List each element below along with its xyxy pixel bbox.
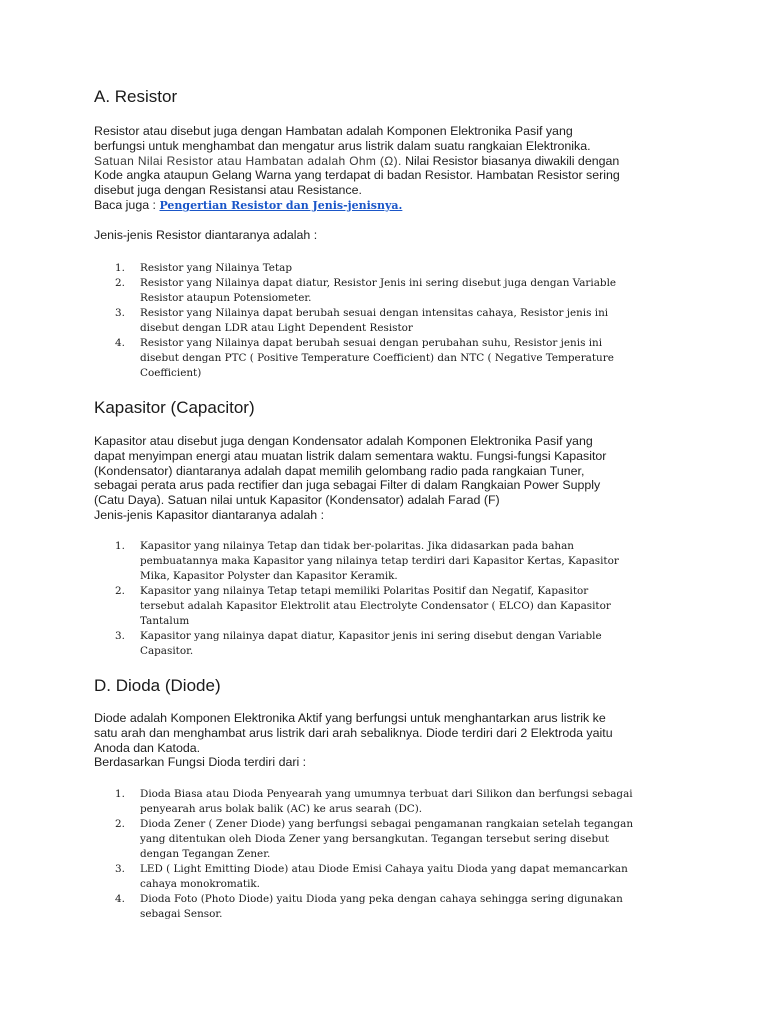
baca-juga-label: Baca juga : <box>94 197 160 212</box>
text-line: berfungsi untuk menghambat dan mengatur arus listrik dalam suatu rangkaian Elektronika. <box>94 138 591 153</box>
list-number: 1. <box>115 262 125 274</box>
list-item <box>110 276 680 306</box>
list-line: Coefficient) <box>140 367 202 379</box>
list-number: 3. <box>115 307 125 319</box>
list-line: yang ditentukan oleh Dioda Zener yang bersangkutan. Tegangan tersebut sering disebut <box>140 833 609 845</box>
text-line: Resistor atau disebut juga dengan Hambatan adalah Komponen Elektronika Pasif yang <box>94 124 573 138</box>
list-item <box>110 336 680 381</box>
list-line: dengan Tegangan Zener. <box>140 848 271 860</box>
list-number: 1. <box>115 540 125 552</box>
list-item <box>110 817 680 862</box>
list-number: 2. <box>115 585 125 597</box>
list-number: 2. <box>115 818 125 830</box>
list-number: 1. <box>115 788 125 800</box>
text-line: disebut juga dengan Resistansi atau Resistance. <box>94 183 362 198</box>
list-line: Resistor yang Nilainya Tetap <box>140 262 292 274</box>
text-line: Diode adalah Komponen Elektronika Aktif yang berfungsi untuk menghantarkan arus listrik ke <box>94 711 606 725</box>
link-pengertian-resistor[interactable]: Pengertian Resistor dan Jenis-jenisnya. <box>159 198 403 212</box>
heading-dioda: D. Dioda (Diode) <box>94 676 221 695</box>
text-line: Nilai Resistor biasanya diwakili dengan <box>405 153 620 168</box>
list-line: sebagai Sensor. <box>140 908 223 920</box>
list-line: LED ( Light Emitting Diode) atau Diode Emisi Cahaya yaitu Dioda yang dapat memancarkan <box>140 863 628 875</box>
list-line: Dioda Foto (Photo Diode) yaitu Dioda yang peka dengan cahaya sehingga sering digunakan <box>140 893 623 905</box>
list-line: Tantalum <box>140 615 190 627</box>
kapasitor-types-list <box>110 539 680 659</box>
list-line: Kapasitor yang nilainya Tetap dan tidak ber-polaritas. Jika didasarkan pada bahan <box>140 540 574 552</box>
list-item <box>110 787 680 817</box>
list-line: Resistor yang Nilainya dapat berubah sesuai dengan intensitas cahaya, Resistor jenis ini <box>140 307 609 319</box>
text-line: Kapasitor atau disebut juga dengan Kondensator adalah Komponen Elektronika Pasif yang <box>94 434 593 448</box>
text-line: Anoda dan Katoda. <box>94 740 201 755</box>
list-number: 4. <box>115 893 125 905</box>
text-line: Jenis-jenis Kapasitor diantaranya adalah : <box>94 507 325 522</box>
text-line: Satuan Nilai Resistor atau Hambatan adalah Ohm (Ω). <box>94 153 402 168</box>
list-line: Capasitor. <box>140 645 194 657</box>
list-line: Resistor yang Nilainya dapat diatur, Resistor Jenis ini sering disebut juga dengan Variable <box>140 277 617 289</box>
list-number: 4. <box>115 337 125 349</box>
list-line: Resistor ataupun Potensiometer. <box>140 292 312 304</box>
list-line: penyearah arus bolak balik (AC) ke arus searah (DC). <box>140 803 423 815</box>
list-line: disebut dengan LDR atau Light Dependent Resistor <box>140 322 413 334</box>
list-number: 3. <box>115 863 125 875</box>
list-line: tersebut adalah Kapasitor Elektrolit atau Electrolyte Condensator ( ELCO) dan Kapasitor <box>140 600 611 612</box>
list-line: cahaya monokromatik. <box>140 878 260 890</box>
kapasitor-intro <box>94 434 674 523</box>
text-line: (Catu Daya). Satuan nilai untuk Kapasitor (Kondensator) adalah Farad (F) <box>94 493 500 508</box>
resistor-types-list <box>110 261 680 381</box>
resistor-intro <box>94 124 674 214</box>
text-line: dapat menyimpan energi atau muatan listrik dalam sementara waktu. Fungsi-fungsi Kapasitor <box>94 448 607 463</box>
list-line: pembuatannya maka Kapasitor yang nilainya tetap terdiri dari Kapasitor Kertas, Kapasitor <box>140 555 619 567</box>
list-line: Kapasitor yang nilainya Tetap tetapi memiliki Polaritas Positif dan Negatif, Kapasitor <box>140 585 589 597</box>
list-item <box>110 261 680 276</box>
resistor-list-intro <box>94 228 674 243</box>
text-line: satu arah dan menghambat arus listrik dari arah sebaliknya. Diode terdiri dari 2 Elektroda yaitu <box>94 725 613 740</box>
text-line: sebagai perata arus pada rectifier dan juga sebagai Filter di dalam Rangkaian Power Supply <box>94 478 601 493</box>
list-item <box>110 862 680 892</box>
list-item <box>110 629 680 659</box>
heading-kapasitor: Kapasitor (Capacitor) <box>94 398 255 417</box>
list-line: Dioda Biasa atau Dioda Penyearah yang umumnya terbuat dari Silikon dan berfungsi sebagai <box>140 788 633 800</box>
dioda-types-list <box>110 787 680 922</box>
list-item <box>110 892 680 922</box>
list-line: Mika, Kapasitor Polyster dan Kapasitor Keramik. <box>140 570 398 582</box>
list-number: 2. <box>115 277 125 289</box>
heading-resistor: A. Resistor <box>94 87 178 106</box>
dioda-intro <box>94 711 674 770</box>
text-line: Jenis-jenis Resistor diantaranya adalah : <box>94 228 318 242</box>
list-item <box>110 584 680 629</box>
list-line: Resistor yang Nilainya dapat berubah sesuai dengan perubahan suhu, Resistor jenis ini <box>140 337 603 349</box>
list-item <box>110 539 680 584</box>
text-line: Kode angka ataupun Gelang Warna yang terdapat di badan Resistor. Hambatan Resistor sering <box>94 168 620 183</box>
list-line: Dioda Zener ( Zener Diode) yang berfungsi sebagai pengamanan rangkaian setelah tegangan <box>140 818 634 830</box>
list-line: disebut dengan PTC ( Positive Temperature Coefficient) dan NTC ( Negative Temperature <box>140 352 614 364</box>
list-item <box>110 306 680 336</box>
text-line: (Kondensator) diantaranya adalah dapat memilih gelombang radio pada rangkaian Tuner, <box>94 463 585 478</box>
list-line: Kapasitor yang nilainya dapat diatur, Kapasitor jenis ini sering disebut dengan Variable <box>140 630 602 642</box>
list-number: 3. <box>115 630 125 642</box>
text-line: Berdasarkan Fungsi Dioda terdiri dari : <box>94 755 307 770</box>
